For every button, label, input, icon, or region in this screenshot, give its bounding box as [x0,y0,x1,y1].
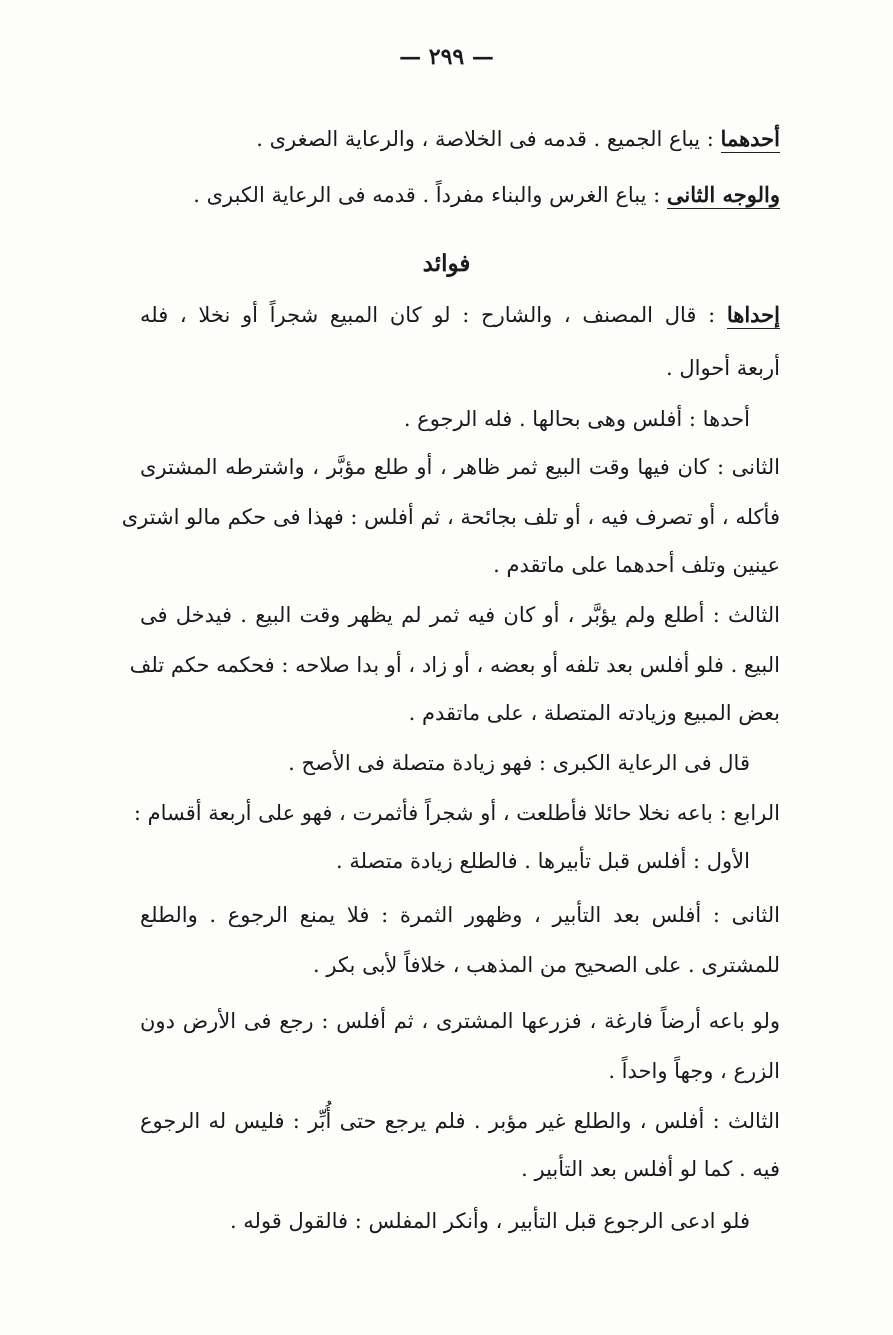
text-line: الثانى : أفلس بعد التأبير ، وظهور الثمرة : فلا يمنع الرجوع . والطلع [140,903,780,927]
line-label: إحداها [726,302,780,327]
line-label: أحدهما [720,126,780,151]
text-line: البيع . فلو أفلس بعد تلفه أو بعضه ، أو زاد ، أو بدا صلاحه : فحكمه حكم تلف [129,653,780,677]
line-text: : يباع الجميع . قدمه فى الخلاصة ، والرعاية الصغرى . [256,127,721,151]
text-line: قال فى الرعاية الكبرى : فهو زيادة متصلة فى الأصح . [288,751,750,775]
text-line: للمشترى . على الصحيح من المذهب ، خلافاً لأبى بكر . [313,953,780,977]
text-line: فيه . كما لو أفلس بعد التأبير . [521,1157,780,1181]
text-line: عينين وتلف أحدهما على ماتقدم . [493,553,780,577]
text-line: أحدها : أفلس وهى بحالها . فله الرجوع . [403,407,750,431]
text-line: الثالث : أفلس ، والطلع غير مؤبر . فلم يرجع حتى أُبِّر : فليس له الرجوع [140,1109,780,1133]
section-heading: فوائد [422,250,471,277]
text-line: الرابع : باعه نخلا حائلا فأطلعت ، أو شجراً فأثمرت ، فهو على أربعة أقسام : [133,801,780,825]
text-line: الزرع ، وجهاً واحداً . [608,1059,780,1083]
line-text: : يباع الغرس والبناء مفرداً . قدمه فى الرعاية الكبرى . [193,183,667,207]
text-line [140,300,780,330]
text-line: فلو ادعى الرجوع قبل التأبير ، وأنكر المفلس : فالقول قوله . [229,1209,750,1233]
text-line: الأول : أفلس قبل تأبيرها . فالطلع زيادة متصلة . [335,849,750,873]
text-line [193,180,780,210]
text-line: أربعة أحوال . [666,356,780,380]
text-line: فأكله ، أو تصرف فيه ، أو تلف بجائحة ، ثم أفلس : فهذا فى حكم مالو اشترى [121,505,780,529]
text-line: ولو باعه أرضاً فارغة ، فزرعها المشترى ، ثم أفلس : رجع فى الأرض دون [140,1009,780,1033]
text-line: الثالث : أطلع ولم يؤبَّر ، أو كان فيه ثمر لم يظهر وقت البيع . فيدخل فى [140,603,780,627]
text-line: الثانى : كان فيها وقت البيع ثمر ظاهر ، أو طلع مؤبَّر ، واشترطه المشترى [140,455,780,479]
page-number: — ٢٩٩ — [399,44,494,70]
line-label: والوجه الثانى [666,182,780,207]
text-line [256,124,780,154]
line-text: : قال المصنف ، والشارح : لو كان المبيع شجراً أو نخلا ، فله [140,303,727,327]
text-line: بعض المبيع وزيادته المتصلة ، على ماتقدم . [408,701,780,725]
